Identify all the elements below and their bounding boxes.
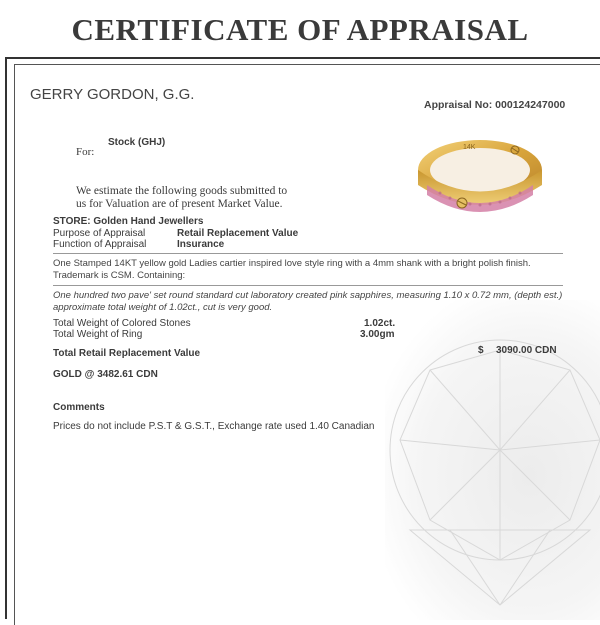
estimate-line-2: us for Valuation are of present Market Value.	[76, 198, 283, 210]
certificate-title: CERTIFICATE OF APPRAISAL	[71, 12, 529, 47]
ring-description: One Stamped 14KT yellow gold Ladies cartier inspired love style ring with a 4mm shank with a bright polish finish. Trademark is CSM. Containing:	[53, 258, 531, 281]
purpose-value: Retail Replacement Value	[177, 228, 299, 239]
comments-label: Comments	[53, 402, 105, 413]
gold-price: GOLD @ 3482.61 CDN	[53, 369, 158, 380]
ring-engraving: 14K	[463, 144, 476, 151]
stones-weight-label: Total Weight of Colored Stones	[53, 318, 191, 329]
estimate-line-1: We estimate the following goods submitted to	[76, 185, 288, 197]
function-value: Insurance	[177, 239, 225, 250]
total-currency: $	[478, 345, 484, 356]
client-stock: Stock (GHJ)	[108, 137, 166, 148]
purpose-label: Purpose of Appraisal	[53, 228, 146, 239]
for-label: For:	[76, 146, 95, 158]
total-value: 3090.00 CDN	[496, 345, 557, 356]
divider	[53, 253, 563, 254]
store-name: STORE: Golden Hand Jewellers	[53, 216, 204, 227]
ring-photo	[405, 125, 550, 235]
comments-text: Prices do not include P.S.T & G.S.T., Exchange rate used 1.40 Canadian	[53, 421, 375, 432]
ring-weight-label: Total Weight of Ring	[53, 329, 143, 340]
divider	[53, 285, 563, 286]
stone-description: One hundred two pave' set round standard cut laboratory created pink sapphires, measuring 1.10 x 0.72 mm, (depth est.) approximate total weight of 1.02ct., cut is very good.	[53, 290, 563, 313]
diamond-watermark-icon	[370, 330, 600, 610]
stones-weight-value: 1.02ct.	[364, 318, 396, 329]
function-label: Function of Appraisal	[53, 239, 147, 250]
appraiser-name: GERRY GORDON, G.G.	[30, 86, 195, 103]
appraisal-number: Appraisal No: 000124247000	[424, 99, 566, 111]
ring-weight-value: 3.00gm	[360, 329, 395, 340]
total-value-label: Total Retail Replacement Value	[53, 348, 201, 359]
